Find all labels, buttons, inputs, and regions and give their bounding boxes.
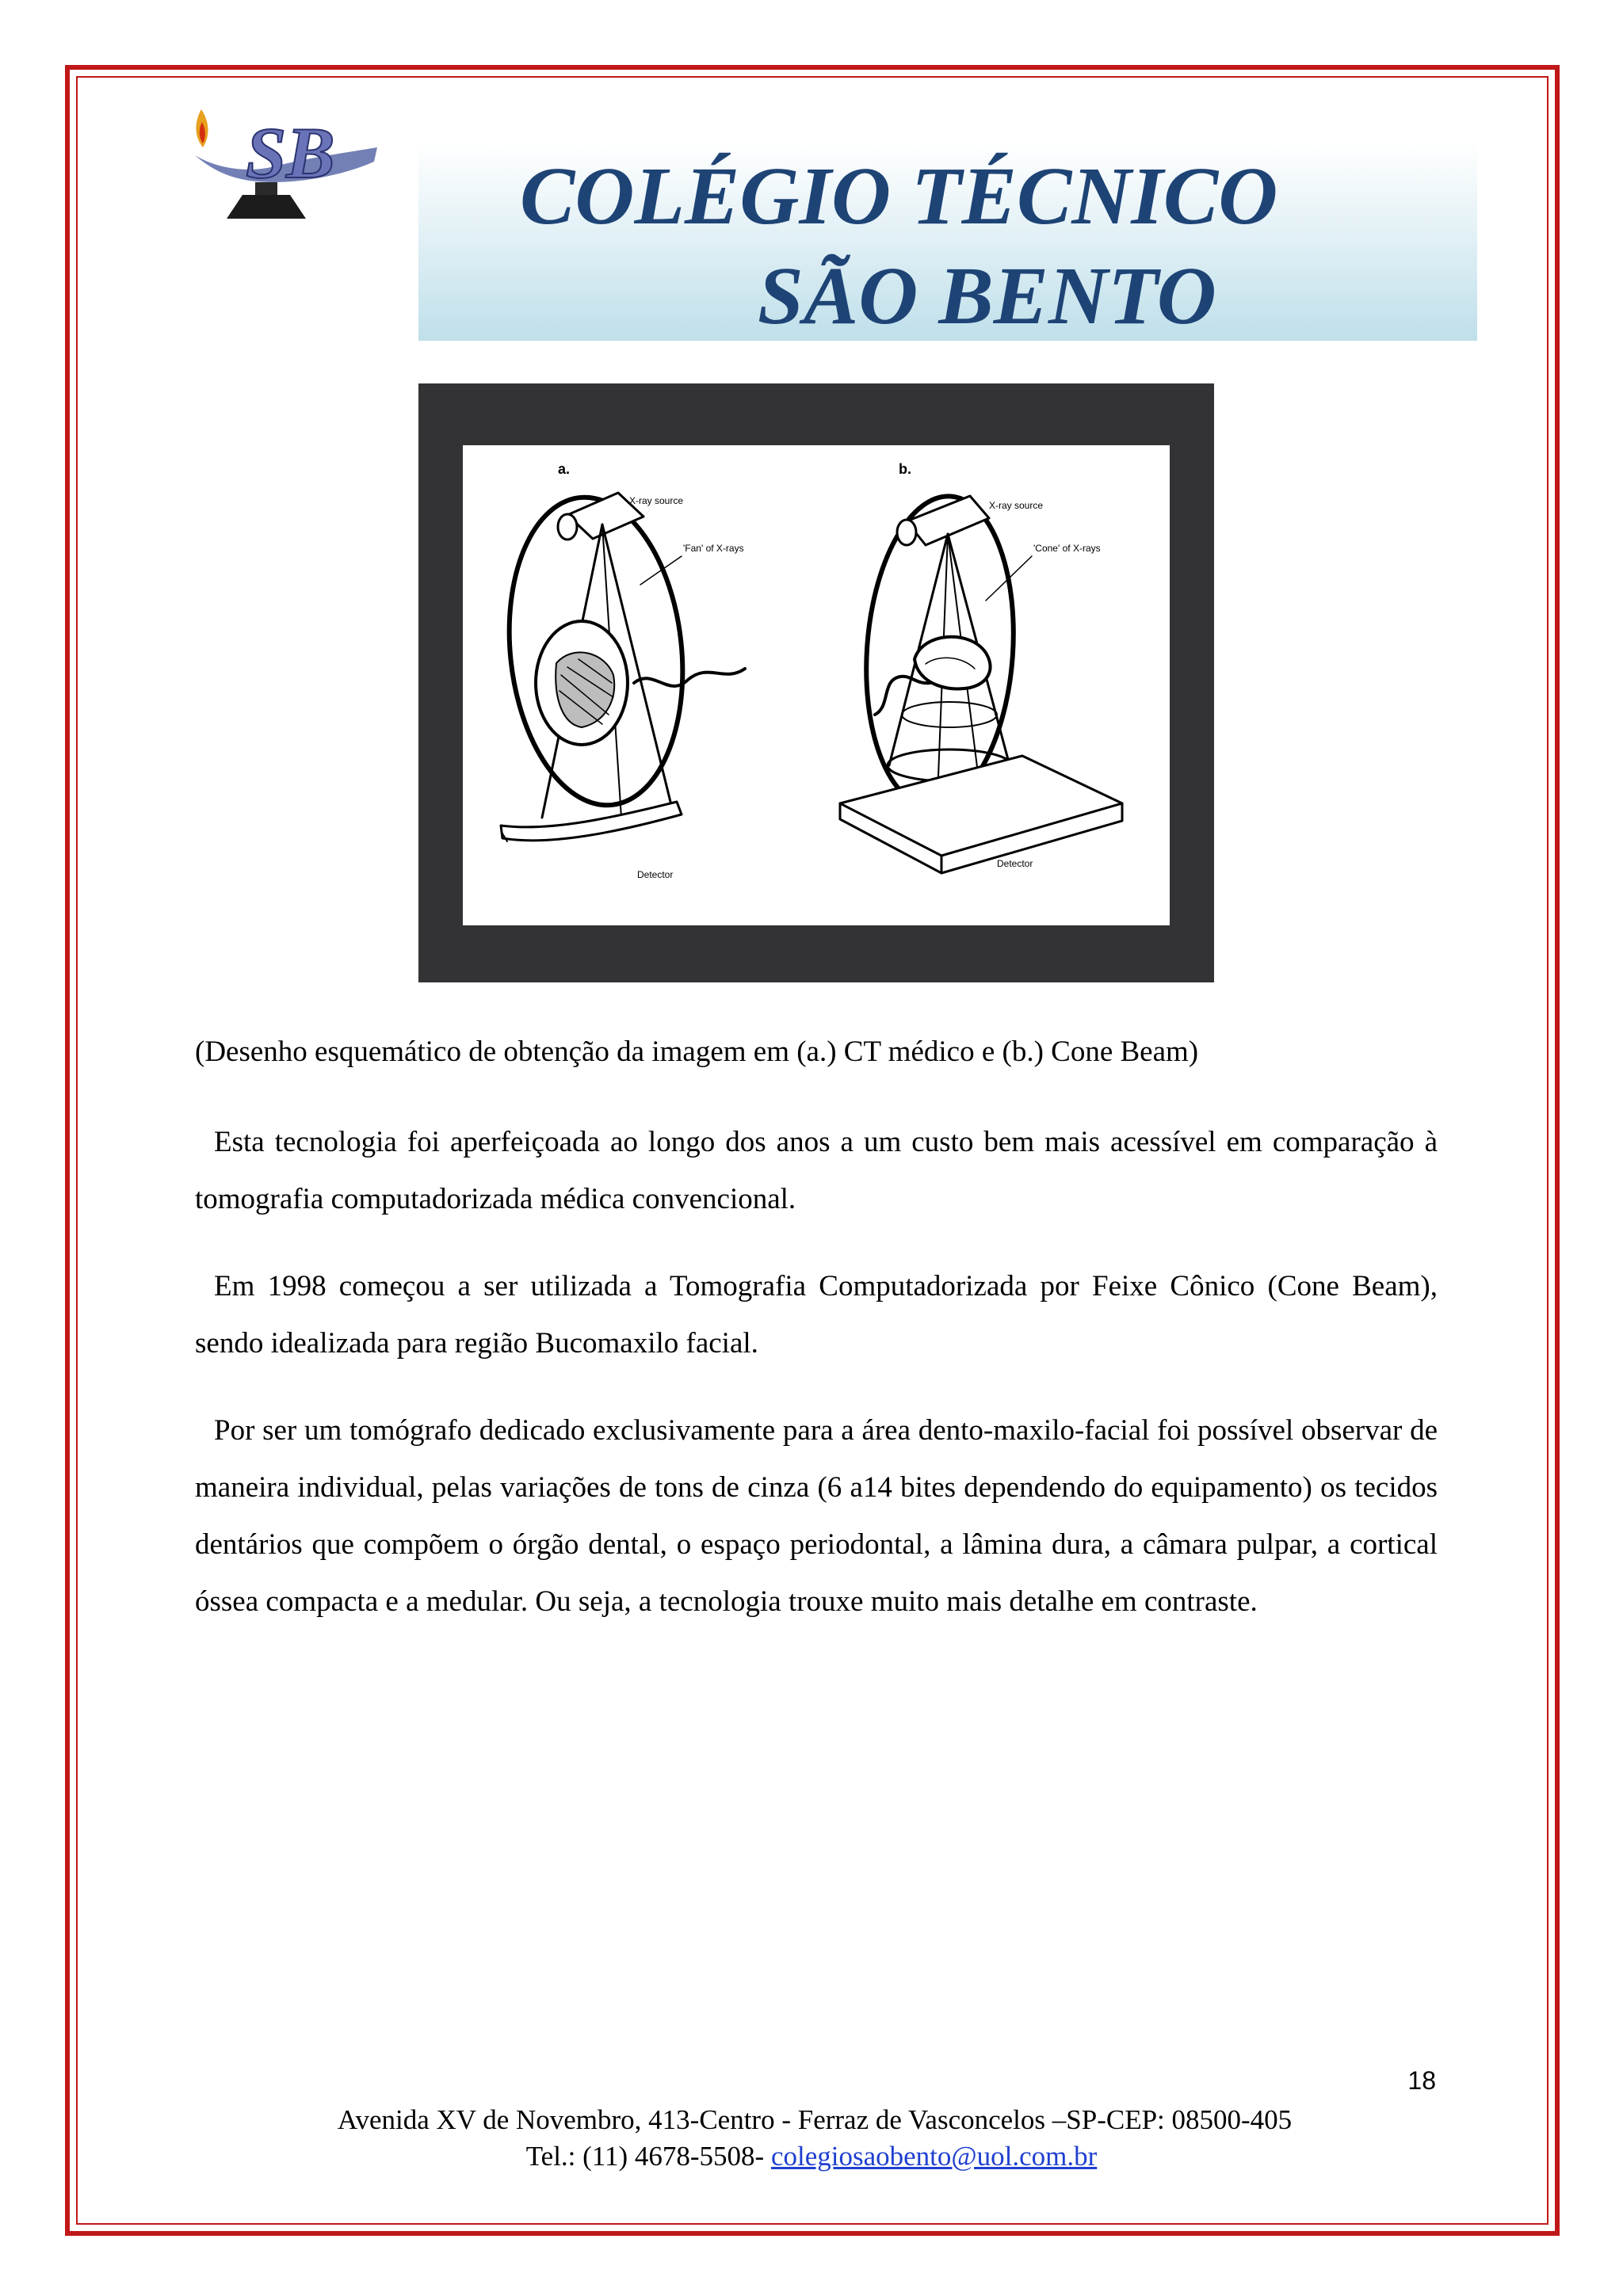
paragraph-3: Por ser um tomógrafo dedicado exclusivamente para a área dento-maxilo-facial foi possível observar de maneira individual, pelas variações de tons de cinza (6 a14 bites dependendo do equipamento) os tecidos dentários que compõem o órgão dental, o espaço periodontal, a lâmina dura, a câmara pulpar, a cortical óssea compacta e a medular. Ou seja, a tecnologia trouxe muito mais detalhe em contraste. xyxy=(195,1414,1438,1618)
panel-b-detector-label: Detector xyxy=(997,858,1033,869)
panel-a-fan-beam-diagram xyxy=(495,461,745,880)
schematic-figure-canvas xyxy=(463,445,1170,925)
panel-b-beam-label: 'Cone' of X-rays xyxy=(1033,543,1101,554)
panel-b-label: b. xyxy=(899,461,911,477)
footer-phone: Tel.: (11) 4678-5508- xyxy=(525,2141,765,2172)
paragraph-2: Em 1998 começou a ser utilizada a Tomografia Computadorizada por Feixe Cônico (Cone Beam), sendo idealizada para região Bucomaxilo facial. xyxy=(195,1270,1438,1360)
panel-a-label: a. xyxy=(558,461,571,477)
school-logo xyxy=(187,100,401,227)
footer-email-link[interactable]: colegiosaobento@uol.com.br xyxy=(770,2141,1098,2172)
panel-a-detector-label: Detector xyxy=(637,869,674,880)
panel-b-cone-beam-diagram xyxy=(840,461,1122,873)
school-name-line1: COLÉGIO TÉCNICO xyxy=(520,151,1278,242)
panel-a-source-label: X-ray source xyxy=(629,495,684,506)
schematic-figure xyxy=(418,383,1214,982)
figure-caption: (Desenho esquemático de obtenção da imagem em (a.) CT médico e (b.) Cone Beam) xyxy=(195,1035,1199,1068)
logo-letters: SB xyxy=(246,113,335,193)
footer-address: Avenida XV de Novembro, 413-Centro - Ferraz de Vasconcelos –SP-CEP: 08500-405 xyxy=(337,2104,1293,2135)
paragraph-1: Esta tecnologia foi aperfeiçoada ao longo dos anos a um custo bem mais acessível em comparação à tomografia computadorizada médica convencional. xyxy=(195,1126,1438,1215)
panel-b-source-label: X-ray source xyxy=(989,500,1044,511)
footer-contact xyxy=(0,2141,1623,2172)
school-name-line2: SÃO BENTO xyxy=(758,250,1216,341)
panel-a-beam-label: 'Fan' of X-rays xyxy=(683,543,744,554)
page-number: 18 xyxy=(1407,2066,1436,2095)
